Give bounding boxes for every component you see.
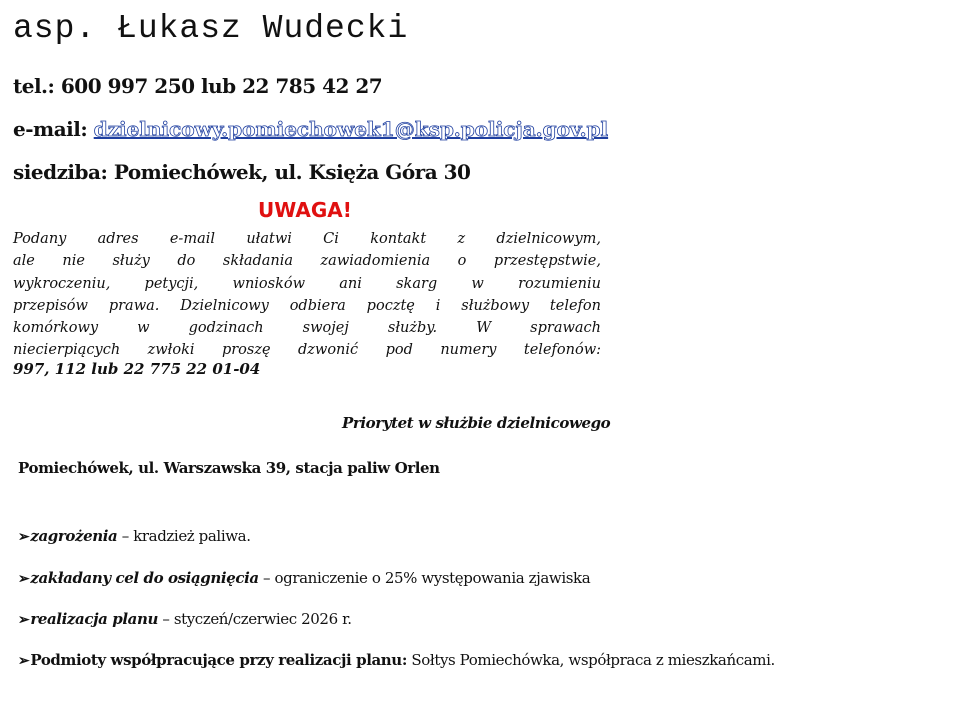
plan-item-schedule — [18, 610, 352, 628]
plan-item-threats — [18, 527, 251, 545]
emergency-numbers: 997, 112 lub 22 775 22 01-04 — [13, 360, 261, 378]
seat-label: siedziba: — [13, 160, 108, 184]
plan-item-separator: – — [117, 527, 134, 545]
phone-line — [13, 74, 382, 98]
plan-item-separator: – — [258, 569, 275, 587]
warning-title: UWAGA! — [258, 198, 352, 222]
plan-item-text: Sołtys Pomiechówka, współpraca z mieszkańcami. — [411, 651, 775, 669]
phone-value: 600 997 250 lub 22 785 42 27 — [60, 74, 383, 98]
plan-item-separator: – — [157, 610, 174, 628]
email-link[interactable]: dzielnicowy.pomiechowek1@ksp.policja.gov.pl — [93, 117, 609, 141]
plan-item-goal — [18, 569, 590, 587]
phone-label: tel.: — [13, 74, 55, 98]
plan-item-partners — [18, 651, 775, 669]
warning-line: Podany adres e-mail ułatwi Ci kontakt z dzielnicowym, — [13, 231, 601, 247]
warning-line: wykroczeniu, petycji, wniosków ani skarg w rozumieniu — [13, 275, 601, 292]
priority-location: Pomiechówek, ul. Warszawska 39, stacja paliw Orlen — [18, 459, 440, 477]
warning-line: przepisów prawa. Dzielnicowy odbiera pocztę i służbowy telefon — [13, 297, 601, 314]
arrow-right-icon: ➢ — [18, 529, 30, 545]
warning-text — [13, 228, 601, 362]
plan-item-text: styczeń/czerwiec 2026 r. — [173, 610, 352, 628]
seat-line — [13, 160, 470, 184]
plan-item-text: kradzież paliwa. — [133, 527, 251, 545]
priority-title: Priorytet w służbie dzielnicowego — [342, 414, 611, 432]
email-label: e-mail — [13, 117, 81, 141]
arrow-right-icon: ➢ — [18, 653, 30, 669]
seat-value: Pomiechówek, ul. Księża Góra 30 — [113, 160, 471, 184]
arrow-right-icon: ➢ — [18, 612, 30, 628]
plan-item-text: ograniczenie o 25% występowania zjawiska — [274, 569, 591, 587]
warning-line: komórkowy w godzinach swojej służby. W sprawach — [13, 320, 601, 337]
plan-item-label: zakładany cel do osiągnięcia — [30, 569, 259, 587]
warning-line: niecierpiących zwłoki proszę dzwonić pod numery telefonów: — [13, 342, 601, 359]
arrow-right-icon: ➢ — [18, 571, 30, 587]
email-separator: : — [80, 117, 88, 141]
plan-item-label: Podmioty współpracujące przy realizacji planu: — [30, 651, 407, 669]
email-line — [13, 117, 608, 141]
officer-name: asp. Łukasz Wudecki — [13, 10, 409, 47]
plan-item-label: zagrożenia — [30, 527, 118, 545]
warning-line: ale nie służy do składania zawiadomienia o przestępstwie, — [13, 253, 601, 270]
plan-item-label: realizacja planu — [30, 610, 158, 628]
